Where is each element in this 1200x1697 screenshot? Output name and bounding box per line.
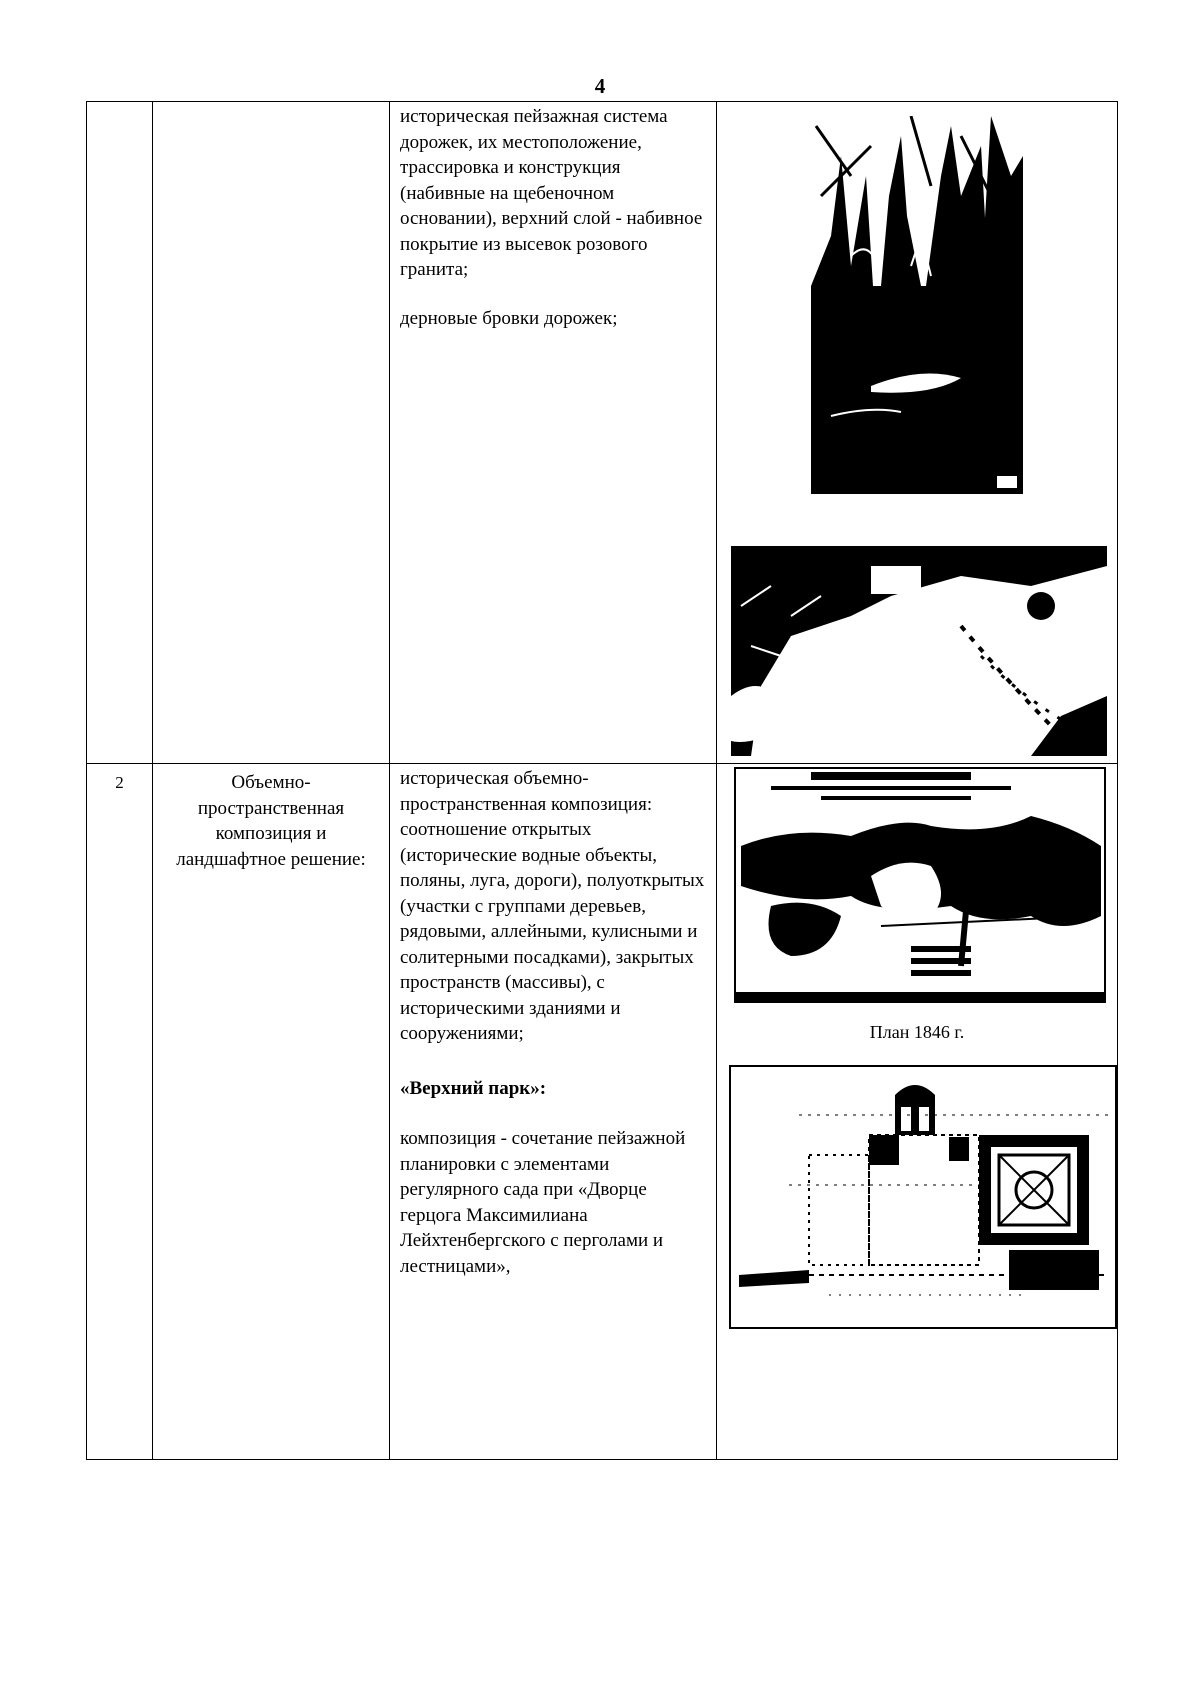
description-paragraph: композиция - сочетание пейзажной планировки с элементами регулярного сада при «Дворце герцога Максимилиана Лейхтенбергского с перголами и лестницами», [400, 1128, 686, 1277]
description-heading: «Верхний парк»: [400, 1077, 547, 1099]
row-description-cell [390, 102, 717, 764]
row-name-cell [153, 102, 390, 764]
row-number-cell [87, 102, 153, 764]
row-number-cell: 2 [87, 764, 153, 1460]
table-row [87, 102, 1118, 764]
historic-plan-map [731, 766, 1109, 1006]
description-paragraph: историческая объемно-пространственная композиция: соотношение открытых (исторические водные объекты, поляны, луга, дороги), полуоткрытых (участки с группами деревьев, рядовыми, аллейными, кулисными и солитерными посадками), закрытых пространств (массивы), с историческими зданиями и сооружениями; [400, 768, 705, 1044]
regular-garden-plan [729, 1065, 1117, 1329]
park-path-photo [731, 546, 1107, 756]
description-paragraph: дерновые бровки дорожек; [400, 307, 618, 329]
plan-caption: План 1846 г. [869, 1022, 965, 1042]
park-path-photo [811, 116, 1023, 494]
row-image-cell [717, 764, 1118, 1460]
row-description-cell [390, 764, 717, 1460]
description-paragraph: историческая пейзажная система дорожек, их местоположение, трассировка и конструкция (набивные на щебеночном основании), верхний слой - набивное покрытие из высевок розового гранита; [400, 106, 703, 280]
page-number: 4 [594, 74, 606, 98]
row-image-cell [717, 102, 1118, 764]
row-name-cell: Объемно-пространственная композиция и ландшафтное решение: [153, 764, 390, 1460]
table-row [87, 764, 1118, 1460]
protected-objects-table [86, 101, 1118, 1460]
